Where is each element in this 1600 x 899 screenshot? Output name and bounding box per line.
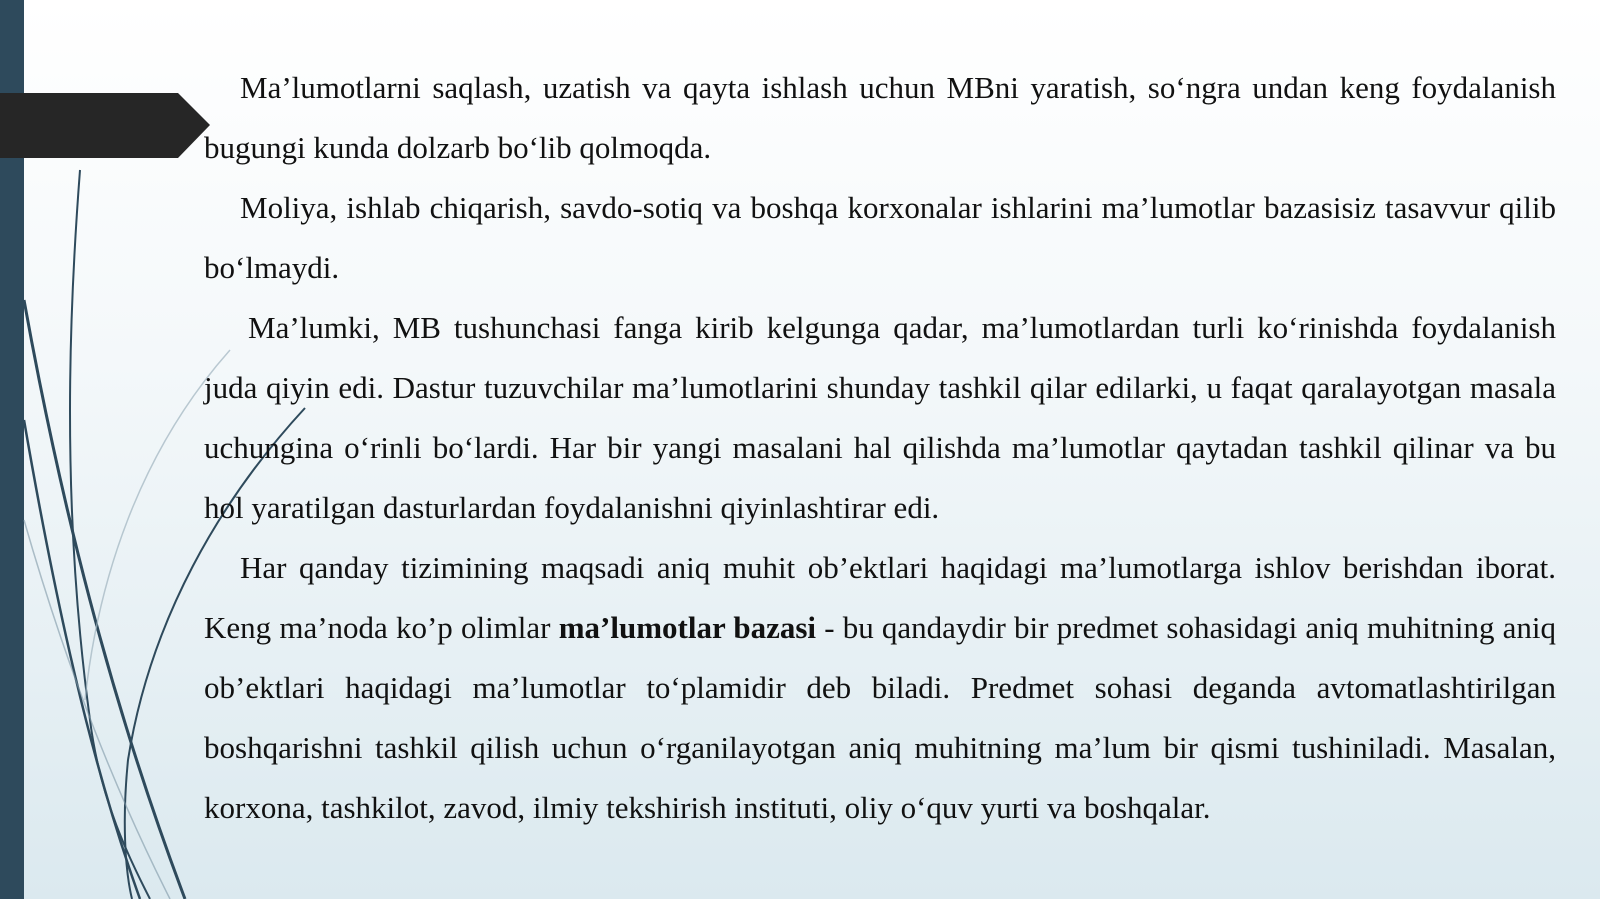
paragraph-4-end: - bu qandaydir bir predmet sohasidagi aniq muhitning aniq ob’ektlari haqidagi ma’lumotlar to‘plamidir deb biladi. Predmet sohasi deganda avtomatlashtirilgan boshqarishni tashkil qilish uchun o‘rganilayotgan aniq muhitning ma’lum bir qismi tushiniladi. Masalan, korxona, tashkilot, zavod, ilmiy tekshirish instituti, oliy o‘quv yurti va boshqalar.	[204, 610, 1556, 825]
term-bold: ma’lumotlar bazasi	[558, 610, 817, 645]
paragraph-4	[204, 538, 1556, 838]
paragraph-4-start: Har qanday tizimining maqsadi aniq muhit ob’ektlari haqidagi ma’lumotlarga ishlov berishdan iborat. Keng ma’noda ko’p olimlar	[204, 550, 1556, 645]
paragraph-2: Moliya, ishlab chiqarish, savdo-sotiq va boshqa korxonalar ishlarini ma’lumotlar bazasisiz tasavvur qilib bo‘lmaydi.	[204, 190, 1556, 285]
paragraph-1: Ma’lumotlarni saqlash, uzatish va qayta ishlash uchun MBni yaratish, so‘ngra undan keng foydalanish bugungi kunda dolzarb bo‘lib qolmoqda.	[204, 70, 1556, 165]
text-body	[204, 58, 1556, 838]
arrow-tab-shape	[0, 93, 210, 158]
paragraph-3: Ma’lumki, MB tushunchasi fanga kirib kelgunga qadar, ma’lumotlardan turli ko‘rinishda foydalanish juda qiyin edi. Dastur tuzuvchilar ma’lumotlarini shunday tashkil qilar edilarki, u faqat qaralayotgan masala uchungina o‘rinli bo‘lardi. Har bir yangi masalani hal qilishda ma’lumotlar qaytadan tashkil qilinar va bu hol yaratilgan dasturlardan foydalanishni qiyinlashtirar edi.	[204, 310, 1556, 525]
